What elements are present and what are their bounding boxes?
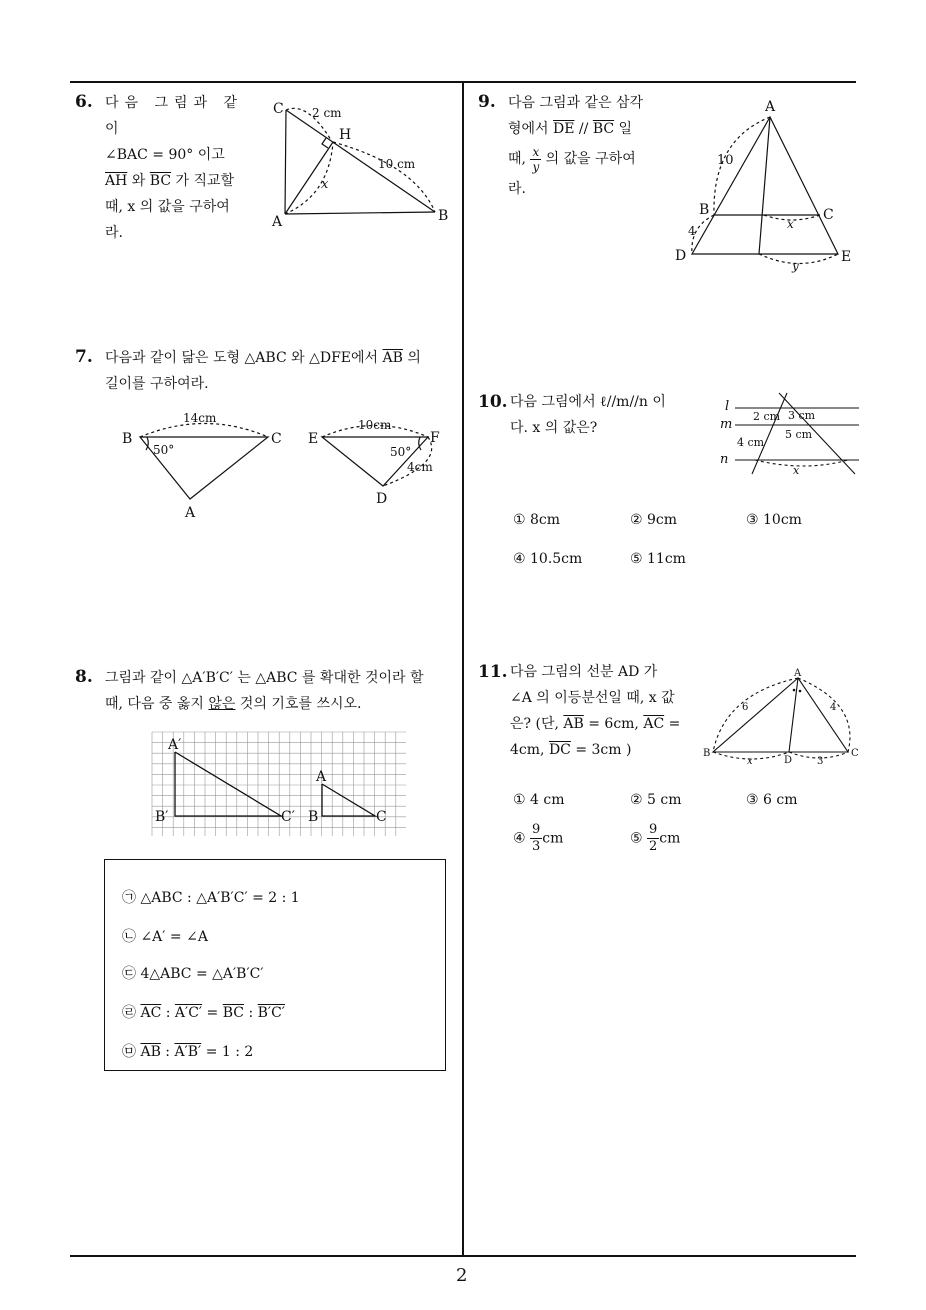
q11-text [510, 659, 695, 763]
line-ab [285, 212, 435, 214]
q10-choice-5[interactable]: ⑤ 11cm [630, 551, 686, 567]
q10-line2: 다. x 의 값은? [510, 420, 598, 436]
seg-dc: $\overline{DC}$ [548, 742, 571, 758]
grid [152, 732, 406, 836]
label-x: x [793, 464, 800, 477]
q11-line4-pre: 4cm, [510, 742, 549, 758]
q10-text [510, 389, 700, 441]
choice-mark: ④ [513, 830, 526, 847]
q10-line1: 다음 그림에서 ℓ//m//n 이 [510, 394, 666, 410]
q7-line2: 길이를 구하여라. [105, 376, 209, 392]
q6-line5: 라. [105, 225, 123, 241]
label-b-prime: B′ [155, 809, 169, 825]
label-ab-length: 6 [742, 702, 749, 713]
label-l: l [725, 399, 730, 414]
arc-bc [140, 424, 268, 438]
q6-line3 [105, 168, 255, 194]
q9-text [508, 90, 663, 202]
q6-figure [265, 95, 460, 230]
q8-line1: 그림과 같이 △A′B′C′ 는 △ABC 를 확대한 것이라 할 [105, 670, 424, 686]
label-b: B [308, 809, 319, 825]
label-n: n [720, 452, 729, 467]
label-a: A [794, 668, 802, 679]
label-5cm: 5 cm [785, 428, 813, 441]
option-mark: ㉡ [122, 929, 136, 945]
q11-line4 [510, 737, 695, 763]
fraction-9-over-2 [647, 822, 659, 855]
q7-line1-post: 의 [402, 350, 421, 366]
q9-line1: 다음 그림과 같은 삼각 [508, 95, 644, 111]
label-fd-length: 4cm [407, 460, 433, 474]
label-b: B [438, 208, 449, 224]
q9-line2 [508, 116, 663, 142]
label-angle-b: 50° [153, 443, 175, 457]
q10-figure [715, 390, 865, 480]
frac-den: y [532, 159, 540, 174]
frac-num: 9 [532, 822, 541, 837]
angle-mark-2 [799, 690, 802, 693]
label-d: D [675, 248, 687, 264]
seg-a1c1: A′C′ [174, 1005, 203, 1021]
label-ab-length: 10 [717, 153, 734, 168]
label-dc-length: 3 [817, 756, 824, 767]
q10-choice-4[interactable]: ④ 10.5cm [513, 551, 583, 567]
choice-unit: cm [542, 830, 564, 847]
q8-line2-pre: 때, 다음 중 옳지 [105, 696, 209, 712]
label-d: D [376, 491, 388, 507]
fraction-x-over-y [530, 145, 541, 174]
q10-choice-2[interactable]: ② 9cm [630, 512, 678, 528]
option-mark: ㉠ [122, 890, 136, 906]
q6-line4: 때, x 의 값을 구하여 [105, 199, 230, 215]
q11-choice-3[interactable]: ③ 6 cm [746, 792, 798, 808]
option-mark: ㉢ [122, 966, 136, 982]
seg-bc: $\overline{BC}$ [149, 173, 172, 189]
q6-line3-mid: 와 [127, 173, 150, 189]
q11-choice-5[interactable] [630, 822, 680, 855]
label-a: A [272, 214, 283, 230]
q7-line1-pre: 다음과 같이 닮은 도형 △ABC 와 △DFE에서 [105, 350, 383, 366]
label-d: D [784, 755, 793, 766]
q11-line3-pre: 은? (단, [510, 716, 564, 732]
label-3cm: 3 cm [788, 409, 816, 422]
label-h: H [339, 127, 352, 143]
q11-line3 [510, 711, 695, 737]
q8-option-5: ㉤ $\overline{AB}$ : A′B′ = 1 : 2 [122, 1044, 254, 1060]
label-f: F [430, 430, 440, 446]
q10-choice-3[interactable]: ③ 10cm [746, 512, 802, 528]
seg-ab: $\overline{AB}$ [563, 716, 584, 732]
q8-line2 [105, 691, 460, 717]
fraction-9-over-3 [530, 822, 542, 855]
label-x: x [747, 756, 753, 767]
q6-line1: 다음 그림과 같이 [105, 95, 244, 137]
parallel-sign: // [574, 121, 593, 137]
seg-ab: $\overline{AB}$ [382, 350, 403, 366]
line-ca [285, 110, 286, 214]
label-c: C [851, 748, 859, 759]
q11-line4-post: = 3cm ) [570, 742, 632, 758]
option-tail: = 1 : 2 [201, 1044, 254, 1060]
label-cb-length: 10 cm [378, 157, 416, 171]
q9-line2-post: 일 [614, 121, 633, 137]
angle-mark-1 [793, 689, 796, 692]
option-mark: ㉤ [122, 1044, 136, 1060]
q11-line2: ∠A 의 이등분선일 때, x 값 [510, 690, 675, 706]
q9-line3-post: 의 값을 구하여 [541, 151, 636, 167]
right-angle-mark [322, 138, 328, 148]
q7-number: 7. [75, 347, 93, 367]
q6-number: 6. [75, 92, 93, 112]
seg-bc: $\overline{BC}$ [222, 1005, 244, 1021]
center-divider [462, 82, 464, 1257]
label-ac-length: 4 [830, 702, 837, 713]
label-y: y [792, 259, 799, 273]
label-c: C [376, 809, 387, 825]
q11-line3-post: = [664, 716, 681, 732]
q11-figure [700, 664, 865, 772]
transversal-1 [752, 393, 787, 474]
q6-text [105, 90, 255, 246]
arc-x [755, 460, 848, 466]
label-e: E [308, 431, 319, 447]
q11-choice-1[interactable]: ① 4 cm [513, 792, 565, 808]
choice-unit: cm [659, 830, 681, 847]
label-b: B [703, 748, 711, 759]
option-text: 4△ABC = △A′B′C′ [140, 966, 264, 982]
q10-choice-1[interactable]: ① 8cm [513, 512, 561, 528]
q9-line4: 라. [508, 181, 526, 197]
seg-a1b1: A′B′ [174, 1044, 202, 1060]
q11-number: 11. [478, 662, 508, 682]
q9-figure [672, 95, 862, 275]
label-c-prime: C′ [281, 809, 295, 825]
label-bd-length: 4 [688, 224, 696, 238]
q8-option-3 [122, 963, 264, 983]
q8-number: 8. [75, 667, 93, 687]
seg-b1c1: B′C′ [257, 1005, 285, 1021]
seg-ah: $\overline{AH}$ [105, 173, 128, 189]
label-m: m [720, 417, 733, 432]
seg-ac: $\overline{AC}$ [643, 716, 665, 732]
choice-mark: ⑤ [630, 830, 643, 847]
frac-den: 2 [649, 839, 658, 854]
option-text: △ABC : △A′B′C′ = 2 : 1 [140, 890, 300, 906]
q8-line2-post: 것의 기호를 쓰시오. [235, 696, 362, 712]
frac-den: 3 [532, 839, 541, 854]
q11-line1: 다음 그림의 선분 AD 가 [510, 664, 658, 680]
q8-option-1 [122, 887, 300, 907]
frac-num: x [532, 144, 540, 159]
q7-figure [115, 408, 455, 523]
label-2cm: 2 cm [753, 410, 781, 423]
option-text: ∠A′ = ∠A [140, 929, 208, 945]
label-x: x [787, 217, 794, 231]
q10-number: 10. [478, 392, 508, 412]
q9-line3 [508, 142, 663, 176]
q11-choice-4[interactable] [513, 822, 563, 855]
angle-f-arc [419, 437, 421, 450]
label-angle-f: 50° [390, 445, 412, 459]
q11-line3-mid: = 6cm, [583, 716, 644, 732]
q9-number: 9. [478, 92, 496, 112]
q6-line3-tail: 가 직교할 [171, 173, 235, 189]
seg-de: $\overline{DE}$ [553, 121, 575, 137]
label-e: E [841, 249, 852, 265]
label-a: A [316, 769, 327, 785]
label-bc-length: 14cm [183, 411, 217, 425]
label-a: A [765, 99, 776, 115]
seg-bc: $\overline{BC}$ [592, 121, 615, 137]
label-ef-length: 10cm [358, 418, 392, 432]
q7-text [105, 345, 460, 397]
label-x: x [321, 177, 329, 192]
page-number: 2 [456, 1265, 468, 1286]
seg-ab: $\overline{AB}$ [140, 1044, 161, 1060]
q8-option-2 [122, 926, 208, 946]
seg-ac: $\overline{AC}$ [140, 1005, 162, 1021]
q7-line1 [105, 345, 460, 371]
q11-choice-2[interactable]: ② 5 cm [630, 792, 682, 808]
label-a: A [185, 505, 196, 521]
q9-line2-pre: 형에서 [508, 121, 554, 137]
q9-line3-pre: 때, [508, 151, 531, 167]
option-mark: ㉣ [122, 1005, 136, 1021]
angle-b-arc [146, 437, 148, 450]
frac-num: 9 [649, 822, 658, 837]
bottom-rule [70, 1255, 856, 1257]
triangle-abc [322, 784, 375, 816]
label-c: C [273, 101, 284, 117]
q8-text [105, 665, 460, 717]
label-b: B [699, 202, 710, 218]
label-ch-length: 2 cm [312, 106, 342, 120]
label-c: C [823, 207, 834, 223]
label-b: B [122, 431, 133, 447]
label-a-prime: A′ [168, 737, 182, 753]
cevian [759, 117, 770, 254]
q8-underlined-word: 않은 [208, 696, 236, 712]
label-4cm: 4 cm [737, 436, 765, 449]
q8-option-4: ㉣ $\overline{AC}$ : $A'C' = \overline{BC}$ : B′C′ [122, 1005, 285, 1021]
triangle-abc [713, 678, 848, 752]
q8-grid-figure [150, 730, 410, 840]
q6-line2: ∠BAC = 90° 이고 [105, 147, 225, 163]
label-c: C [271, 431, 282, 447]
